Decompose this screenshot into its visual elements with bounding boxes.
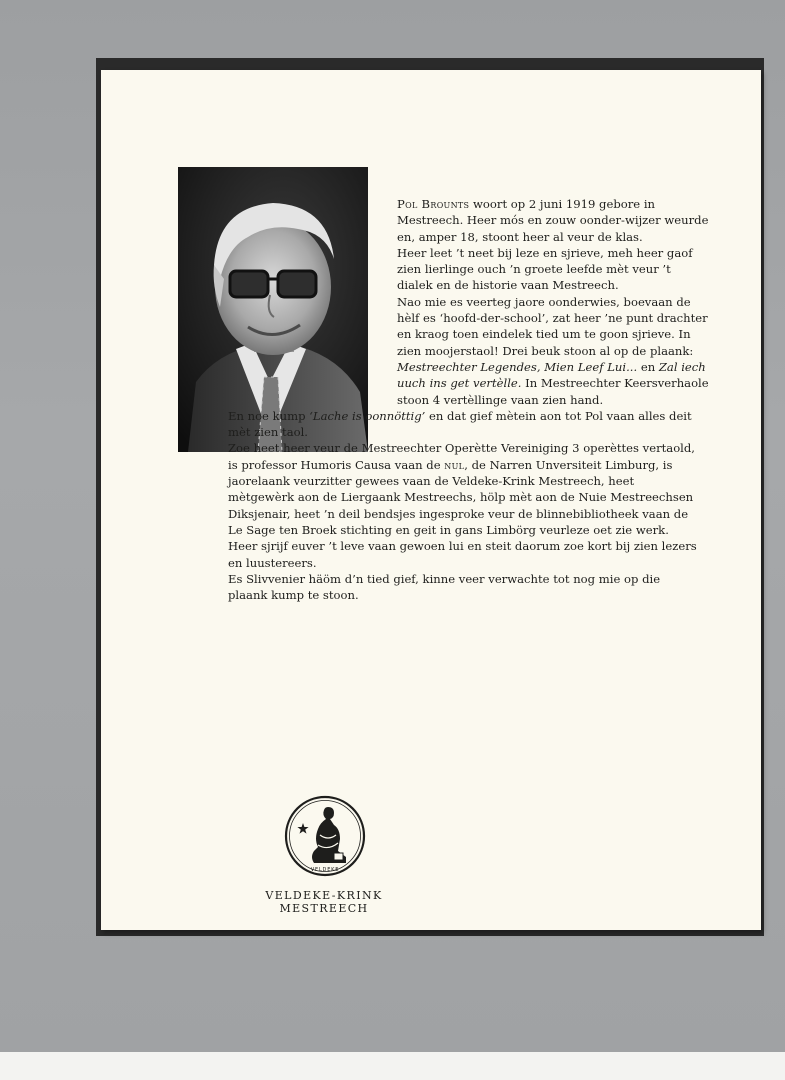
bio-paragraph-2: Heer leet ’t neet bij leze en sjrieve, meh heer gaof zien lierlinge ouch ’n groete leefde mèt veur ’t dialek en de historie vaan Mestreech.	[397, 245, 693, 293]
bio-paragraph-1: Pol Brounts woort op 2 juni 1919 gebore in Mestreech. Heer mós en zouw oonder-wijzer weurde en, amper 18, stoont heer al veur de klas.	[397, 197, 709, 244]
bio-paragraph-6: Heer sjrijf euver ’t leve vaan gewoen lui en steit daorum zoe kort bij zien lezers en luustereers.	[228, 539, 697, 570]
bio-paragraph-4: En noe kump ‘Lache is oonnöttig’ en dat gief mètein aon tot Pol vaan alles deit mèt zien taol.	[228, 408, 692, 440]
book-title-current: ‘Lache is oonnöttig’	[309, 408, 426, 423]
bio-paragraph-5: Zoe heet heer veur de Mestreechter Operètte Vereiniging 3 operèttes vertaold, is professor Humoris Causa vaan de nul, de Narren Unversiteit Limburg, is jaorelaank veurzitter gewees vaan de Veldeke-Krink Mestreech, heet mètgewèrk aon de Liergaank Mestreechs, hölp mèt aon de Nuie Mestreechsen Diksjenair, heet ’n deil bendsjes ingesproke veur de blinnebibliotheek vaan de Le Sage ten Broek stichting en geit in gans Limbörg veurleze oet zie werk.	[228, 441, 695, 537]
author-biography	[228, 196, 709, 603]
svg-text:VELDEKE: VELDEKE	[310, 867, 340, 873]
book-titles: Mestreechter Legendes, Mien Leef Lui...	[397, 359, 638, 374]
scan-margin	[0, 1052, 785, 1080]
veldeke-emblem	[284, 795, 366, 877]
nul-abbreviation: nul	[444, 457, 465, 472]
author-name: Pol Brounts	[397, 197, 470, 211]
publisher-name: VELDEKE-KRINK MESTREECH	[265, 889, 383, 915]
bio-paragraph-7: Es Slivvenier häöm d’n tied gief, kinne veer verwachte tot nog mie op die plaank kump te stoon.	[228, 571, 661, 603]
book-title: Zal iech uuch ins get vertèlle.	[397, 359, 706, 391]
bio-paragraph-3: Nao mie es veerteg jaore oonderwies, boevaan de hèlf es ‘hoofd-der-school’, zat heer ’ne punt drachter en kraog toen eindelek tied um te goon sjrieve. In zien moojerstaol! Drei beuk stoon al op de plaank: Mestreechter Legendes, Mien Leef Lui... en Zal iech uuch ins get vertèlle. In Mestreechter Keersverhaole stoon 4 vertèllinge vaan zien hand.	[397, 294, 709, 407]
